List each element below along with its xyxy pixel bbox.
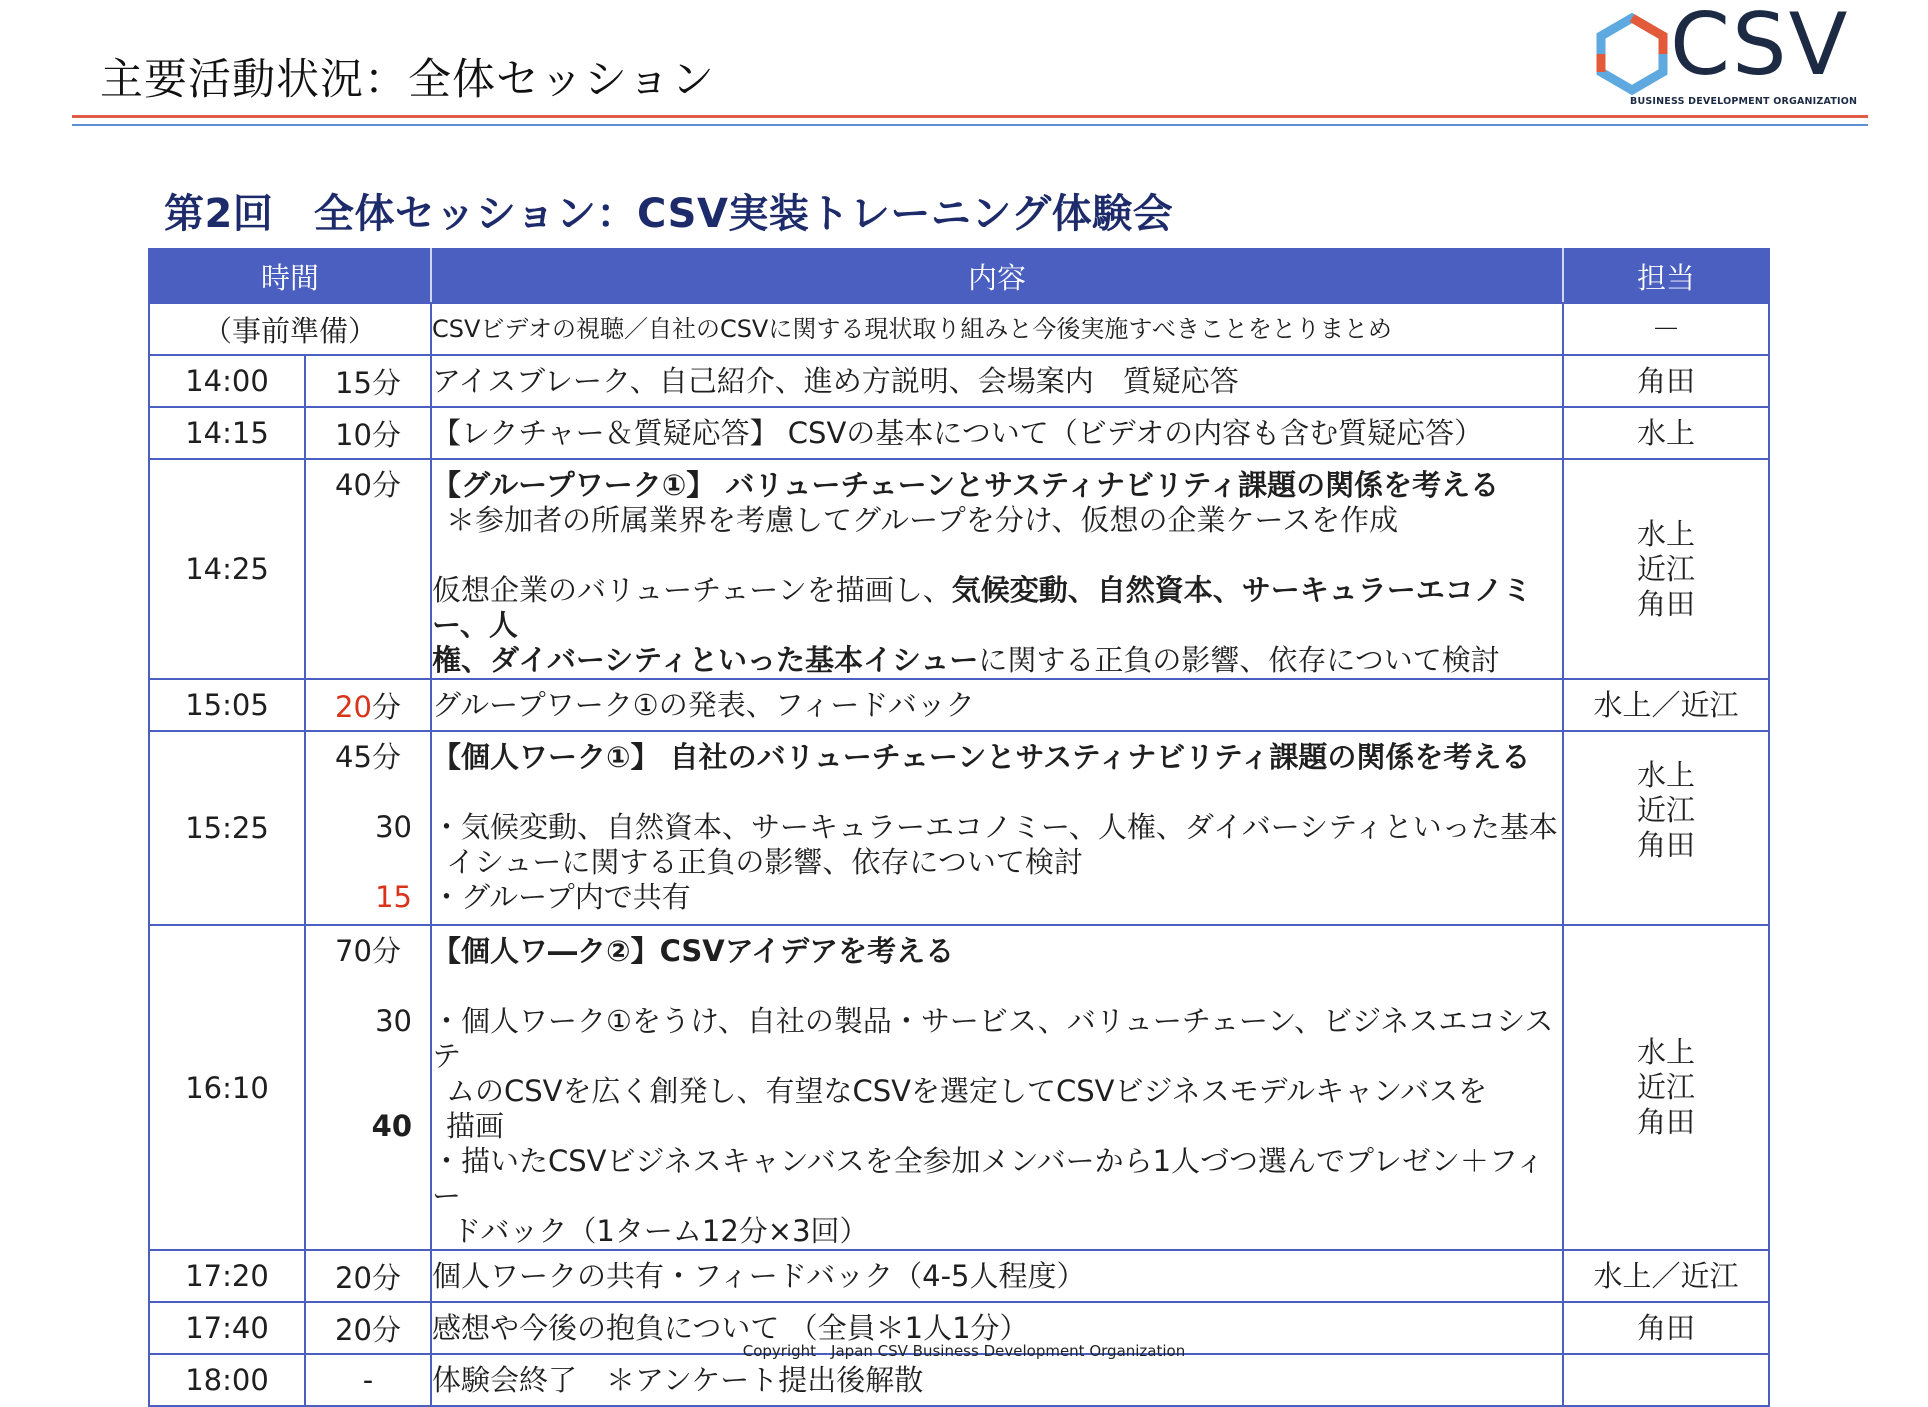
row-owner: 水上／近江: [1563, 679, 1769, 731]
session-heading: 第2回 全体セッション：CSV実装トレーニング体験会: [164, 191, 1174, 237]
row-content: [431, 925, 1563, 1250]
row-owner: [1563, 459, 1769, 679]
owner-name: 角田: [1637, 586, 1696, 621]
row-content: 個人ワークの共有・フィードバック（4-5人程度）: [431, 1250, 1563, 1302]
table-row: [149, 731, 1769, 925]
duration-sub: 30: [375, 810, 413, 844]
row-content: アイスブレーク、自己紹介、進め方説明、会場案内 質疑応答: [431, 355, 1563, 407]
owner-name: 近江: [1637, 1070, 1696, 1104]
table-row: [149, 1250, 1769, 1302]
row-owner: [1563, 731, 1769, 925]
row-clock: 14:15: [149, 407, 305, 459]
owner-name: 水上: [1637, 516, 1696, 551]
row-clock: 15:05: [149, 679, 305, 731]
copyright-footer: Copyright Japan CSV Business Development Organization: [742, 1342, 1186, 1360]
duration-sub: 40: [371, 1109, 413, 1143]
page-title: 主要活動状況：全体セッション: [100, 55, 716, 105]
row-owner: [1563, 925, 1769, 1250]
row-content: グループワーク①の発表、フィードバック: [431, 679, 1563, 731]
prep-owner: －: [1563, 303, 1769, 355]
row-clock: 17:40: [149, 1302, 305, 1354]
table-row: [149, 303, 1769, 355]
work-description: 仮想企業のバリューチェーンを描画し、気候変動、自然資本、サーキュラーエコノミー、人: [432, 573, 1532, 642]
work-bullet: ・グループ内で共有: [432, 880, 691, 914]
row-duration: [305, 731, 431, 925]
row-clock: 17:20: [149, 1250, 305, 1302]
row-content: [431, 459, 1563, 679]
table-header-row: [149, 249, 1769, 303]
work-bullet: ・描いたCSVビジネスキャンバスを全参加メンバーから1人づつ選んでプレゼン＋フィー: [432, 1144, 1545, 1213]
row-owner: [1563, 1354, 1769, 1406]
work-bullet-cont: ムのCSVを広く創発し、有望なCSVを選定してCSVビジネスモデルキャンバスを: [446, 1074, 1488, 1108]
table-row: [149, 459, 1769, 679]
row-content: 体験会終了 ＊アンケート提出後解散: [431, 1354, 1563, 1406]
row-clock: 15:25: [149, 731, 305, 925]
logo-ring-icon: [1592, 14, 1672, 94]
row-duration: [305, 459, 431, 679]
logo-tagline: BUSINESS DEVELOPMENT ORGANIZATION: [1630, 96, 1858, 107]
work-note: ＊参加者の所属業界を考慮してグループを分け、仮想の企業ケースを作成: [446, 503, 1399, 537]
owner-name: 近江: [1637, 551, 1696, 586]
row-duration: -: [305, 1354, 431, 1406]
prep-content: CSVビデオの視聴／自社のCSVに関する現状取り組みと今後実施すべきことをとりまとめ: [431, 303, 1563, 355]
duration-total: 40分: [335, 468, 401, 502]
row-duration: 15分: [305, 355, 431, 407]
row-owner: 水上: [1563, 407, 1769, 459]
schedule-table: [148, 248, 1770, 1407]
work-bullet: ・気候変動、自然資本、サーキュラーエコノミー、人権、ダイバーシティといった基本: [432, 810, 1558, 844]
prep-time: （事前準備）: [149, 303, 431, 355]
row-clock: 18:00: [149, 1354, 305, 1406]
owner-name: 水上: [1637, 758, 1696, 792]
row-clock: 14:25: [149, 459, 305, 679]
owner-name: 角田: [1637, 1105, 1696, 1139]
header-owner: 担当: [1563, 249, 1769, 303]
duration-total: 70分: [335, 934, 401, 968]
work-bullet: ・個人ワーク①をうけ、自社の製品・サービス、バリューチェーン、ビジネスエコシステ: [432, 1004, 1554, 1073]
row-content: 【レクチャー＆質疑応答】 CSVの基本について（ビデオの内容も含む質疑応答）: [431, 407, 1563, 459]
work-title: 【個人ワ―ク②】CSVアイデアを考える: [432, 934, 955, 968]
row-duration: [305, 679, 431, 731]
table-row: [149, 1354, 1769, 1406]
title-rule-blue: [72, 124, 1868, 126]
duration-sub: 15: [375, 880, 413, 914]
row-owner: 角田: [1563, 1302, 1769, 1354]
row-clock: 14:00: [149, 355, 305, 407]
owner-name: 近江: [1637, 793, 1696, 827]
duration-total: 45分: [335, 740, 401, 774]
owner-name: 水上: [1637, 1035, 1696, 1069]
header-time: 時間: [149, 249, 431, 303]
csv-logo: [1592, 0, 1858, 108]
row-duration: [305, 925, 431, 1250]
table-row: [149, 407, 1769, 459]
owner-name: 角田: [1637, 828, 1696, 862]
table-row: [149, 355, 1769, 407]
row-clock: 16:10: [149, 925, 305, 1250]
duration-number: 20: [335, 689, 372, 724]
row-content: 感想や今後の抱負について （全員＊1人1分）: [431, 1302, 1563, 1354]
duration-sub: 30: [375, 1004, 413, 1038]
header-content: 内容: [431, 249, 1563, 303]
work-bullet-cont: ドバック（1ターム12分×3回）: [452, 1214, 869, 1248]
row-duration: 10分: [305, 407, 431, 459]
work-title: 【グループワーク①】 バリューチェーンとサスティナビリティ課題の関係を考える: [432, 468, 1500, 502]
work-bullet-cont: イシューに関する正負の影響、依存について検討: [446, 845, 1083, 879]
row-owner: 角田: [1563, 355, 1769, 407]
duration-unit: 分: [371, 689, 401, 724]
work-bullet-cont: 描画: [446, 1109, 505, 1143]
logo-wordmark: CSV: [1670, 0, 1850, 95]
row-content: [431, 731, 1563, 925]
row-owner: 水上／近江: [1563, 1250, 1769, 1302]
work-description-2: 権、ダイバーシティといった基本イシューに関する正負の影響、依存について検討: [432, 643, 1500, 677]
table-row: [149, 925, 1769, 1250]
row-duration: 20分: [305, 1302, 431, 1354]
table-row: [149, 679, 1769, 731]
row-duration: 20分: [305, 1250, 431, 1302]
title-rule-red: [72, 115, 1868, 118]
work-title: 【個人ワーク①】 自社のバリューチェーンとサスティナビリティ課題の関係を考える: [432, 740, 1531, 774]
